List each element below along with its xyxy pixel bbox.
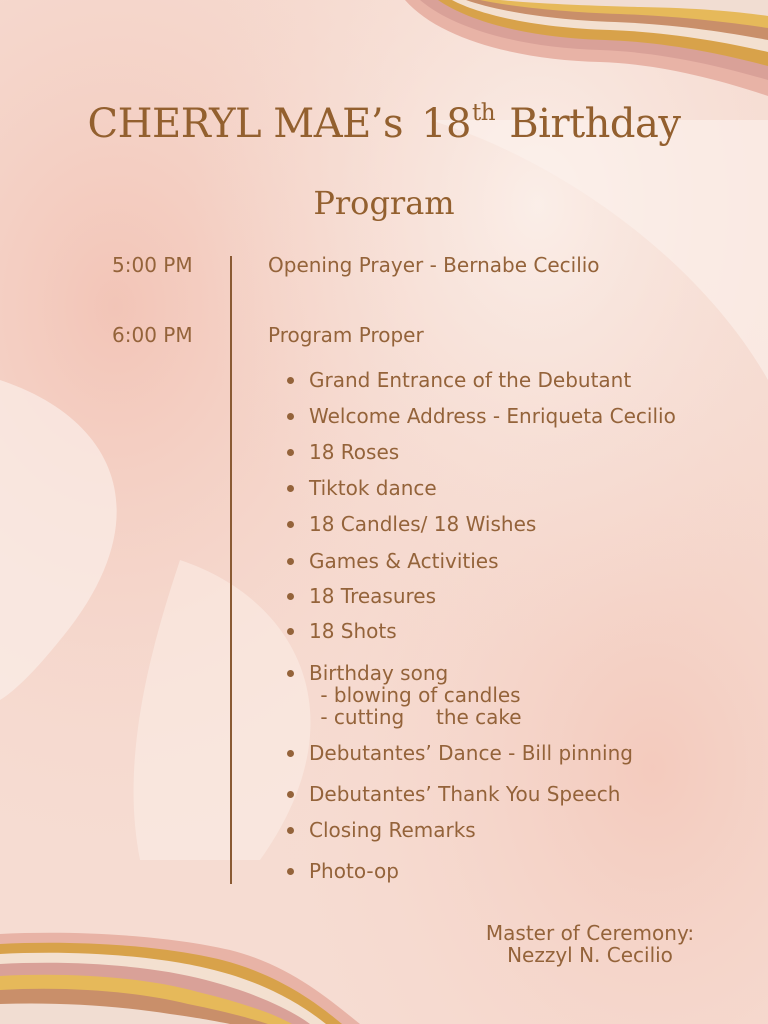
program-heading: Program	[313, 184, 455, 222]
program-list-item	[287, 742, 633, 764]
bullet-icon	[287, 377, 294, 384]
schedule-event: Program Proper	[268, 323, 424, 347]
bullet-icon	[287, 413, 294, 420]
program-item-label: Photo-op	[309, 859, 399, 883]
program-item-label: Birthday song	[309, 661, 449, 685]
bullet-icon	[287, 558, 294, 565]
program-item-label: Welcome Address - Enriqueta Cecilio	[309, 404, 676, 428]
program-list-item	[287, 441, 399, 463]
program-item-label: 18 Treasures	[309, 584, 437, 608]
schedule-time: 5:00 PM	[112, 253, 193, 277]
program-list-item	[287, 620, 397, 642]
bullet-icon	[287, 593, 294, 600]
program-item-label: 18 Roses	[309, 440, 400, 464]
program-subitem: - blowing of candles	[314, 683, 521, 707]
program-list-item	[287, 783, 620, 805]
bullet-icon	[287, 670, 294, 677]
mc-name: Nezzyl N. Cecilio	[507, 943, 673, 967]
bullet-icon	[287, 449, 294, 456]
bullet-icon	[287, 750, 294, 757]
timeline-divider	[230, 256, 232, 884]
program-list-item	[287, 477, 437, 499]
bullet-icon	[287, 868, 294, 875]
bullet-icon	[287, 485, 294, 492]
program-item-label: Debutantes’ Dance - Bill pinning	[309, 741, 633, 765]
program-list-item	[287, 513, 536, 535]
bullet-icon	[287, 628, 294, 635]
program-list-item	[287, 585, 436, 607]
program-list-item	[287, 819, 476, 841]
mc-label: Master of Ceremony:	[485, 921, 695, 945]
program-list-item	[287, 405, 676, 427]
program-item-label: Tiktok dance	[309, 476, 437, 500]
bullet-icon	[287, 521, 294, 528]
program-list-item	[287, 860, 399, 882]
page-title	[0, 100, 768, 147]
program-list-item	[287, 662, 448, 684]
bullet-icon	[287, 827, 294, 834]
program-item-label: 18 Candles/ 18 Wishes	[309, 512, 537, 536]
program-item-label: Debutantes’ Thank You Speech	[309, 782, 621, 806]
title-number: 18	[421, 101, 471, 147]
program-list-item	[287, 369, 631, 391]
schedule-event: Opening Prayer - Bernabe Cecilio	[268, 253, 600, 277]
program-item-label: Closing Remarks	[309, 818, 476, 842]
schedule-time: 6:00 PM	[112, 323, 193, 347]
program-list-item	[287, 550, 499, 572]
title-main: CHERYL MAE’s	[87, 101, 404, 147]
program-item-label: Grand Entrance of the Debutant	[309, 368, 632, 392]
title-superscript: th	[471, 100, 496, 126]
title-end: Birthday	[509, 101, 681, 147]
master-of-ceremony	[440, 922, 740, 966]
program-subitem: - cutting the cake	[314, 705, 522, 729]
program-item-label: Games & Activities	[309, 549, 499, 573]
bullet-icon	[287, 791, 294, 798]
program-item-label: 18 Shots	[309, 619, 397, 643]
